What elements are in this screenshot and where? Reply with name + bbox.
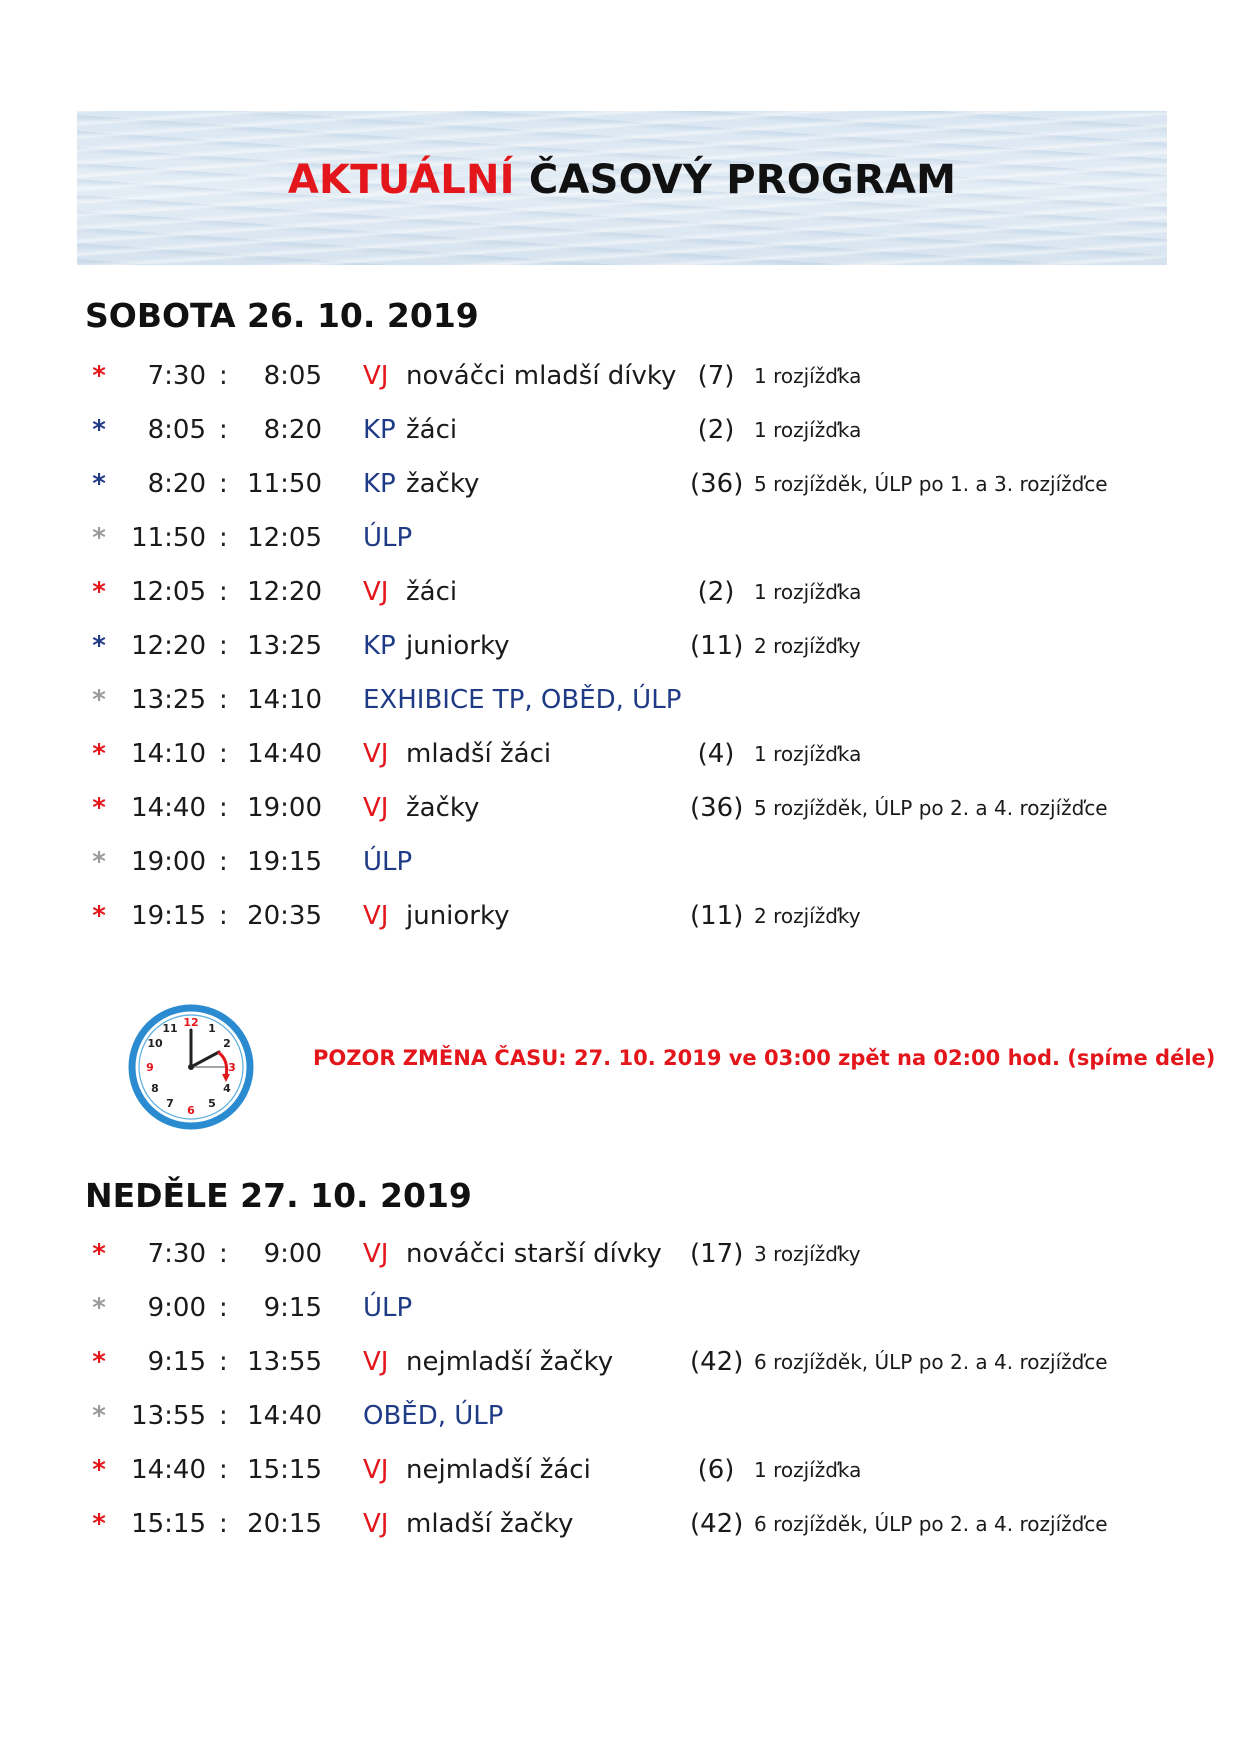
time-separator: : bbox=[219, 631, 228, 661]
time-from: 9:00 bbox=[147, 1293, 206, 1323]
category-desc: žačky bbox=[406, 793, 480, 823]
bullet-star: * bbox=[92, 523, 106, 553]
time-to: 13:25 bbox=[247, 631, 322, 661]
time-from: 14:40 bbox=[131, 1455, 206, 1485]
time-from: 7:30 bbox=[147, 361, 206, 391]
schedule-row bbox=[0, 626, 1240, 666]
time-separator: : bbox=[219, 793, 228, 823]
clock-numeral: 9 bbox=[146, 1061, 154, 1074]
schedule-row bbox=[0, 1288, 1240, 1328]
clock-numeral: 11 bbox=[162, 1022, 178, 1035]
clock-numeral: 4 bbox=[223, 1082, 231, 1095]
time-to: 14:10 bbox=[247, 685, 322, 715]
category-code: KP bbox=[363, 415, 396, 445]
schedule-row bbox=[0, 842, 1240, 882]
time-to: 8:20 bbox=[263, 415, 322, 445]
category-desc: nováčci starší dívky bbox=[406, 1239, 662, 1269]
heat-note: 1 rozjížďka bbox=[754, 418, 862, 442]
time-to: 15:15 bbox=[247, 1455, 322, 1485]
bullet-star: * bbox=[92, 1455, 106, 1485]
time-to: 20:15 bbox=[247, 1509, 322, 1539]
saturday-heading: SOBOTA 26. 10. 2019 bbox=[85, 296, 479, 335]
participant-count: (11) bbox=[690, 631, 744, 661]
category-code: VJ bbox=[363, 1455, 389, 1485]
schedule-row bbox=[0, 1342, 1240, 1382]
bullet-star: * bbox=[92, 631, 106, 661]
break-label: EXHIBICE TP, OBĚD, ÚLP bbox=[363, 685, 682, 715]
page-title-highlight: AKTUÁLNÍ bbox=[287, 157, 515, 203]
clock-numeral: 6 bbox=[187, 1104, 195, 1117]
time-separator: : bbox=[219, 847, 228, 877]
participant-count: (17) bbox=[690, 1239, 744, 1269]
category-code: VJ bbox=[363, 577, 389, 607]
category-desc: žáci bbox=[406, 415, 458, 445]
time-from: 14:40 bbox=[131, 793, 206, 823]
bullet-star: * bbox=[92, 1509, 106, 1539]
schedule-row bbox=[0, 518, 1240, 558]
category-desc: mladší žačky bbox=[406, 1509, 574, 1539]
heat-note: 5 rozjížděk, ÚLP po 2. a 4. rozjížďce bbox=[754, 796, 1108, 820]
bullet-star: * bbox=[92, 1401, 106, 1431]
time-to: 9:15 bbox=[263, 1293, 322, 1323]
page-title-main: ČASOVÝ PROGRAM bbox=[528, 157, 957, 203]
time-from: 19:15 bbox=[131, 901, 206, 931]
heat-note: 5 rozjížděk, ÚLP po 1. a 3. rozjížďce bbox=[754, 472, 1108, 496]
heat-note: 1 rozjížďka bbox=[754, 364, 862, 388]
category-code: VJ bbox=[363, 1239, 389, 1269]
heat-note: 1 rozjížďka bbox=[754, 742, 862, 766]
time-separator: : bbox=[219, 1401, 228, 1431]
title-banner bbox=[77, 111, 1167, 265]
time-to: 14:40 bbox=[247, 739, 322, 769]
break-label: OBĚD, ÚLP bbox=[363, 1401, 504, 1431]
bullet-star: * bbox=[92, 469, 106, 499]
participant-count: (11) bbox=[690, 901, 744, 931]
time-from: 12:05 bbox=[131, 577, 206, 607]
bullet-star: * bbox=[92, 847, 106, 877]
category-desc: mladší žáci bbox=[406, 739, 552, 769]
time-from: 8:20 bbox=[147, 469, 206, 499]
heat-note: 6 rozjížděk, ÚLP po 2. a 4. rozjížďce bbox=[754, 1512, 1108, 1536]
time-from: 13:55 bbox=[131, 1401, 206, 1431]
category-code: VJ bbox=[363, 1509, 389, 1539]
time-from: 13:25 bbox=[131, 685, 206, 715]
bullet-star: * bbox=[92, 415, 106, 445]
category-desc: žáci bbox=[406, 577, 458, 607]
time-separator: : bbox=[219, 361, 228, 391]
time-separator: : bbox=[219, 1239, 228, 1269]
time-from: 7:30 bbox=[147, 1239, 206, 1269]
clock-numeral: 1 bbox=[208, 1022, 216, 1035]
category-code: VJ bbox=[363, 1347, 389, 1377]
time-separator: : bbox=[219, 739, 228, 769]
clock-numeral: 10 bbox=[147, 1037, 163, 1050]
schedule-row bbox=[0, 1396, 1240, 1436]
clock-numeral: 8 bbox=[151, 1082, 159, 1095]
bullet-star: * bbox=[92, 1293, 106, 1323]
participant-count: (36) bbox=[690, 793, 744, 823]
time-to: 20:35 bbox=[247, 901, 322, 931]
participant-count: (2) bbox=[697, 577, 735, 607]
break-label: ÚLP bbox=[363, 523, 413, 553]
category-code: VJ bbox=[363, 739, 389, 769]
category-desc: žačky bbox=[406, 469, 480, 499]
bullet-star: * bbox=[92, 685, 106, 715]
heat-note: 1 rozjížďka bbox=[754, 1458, 862, 1482]
time-separator: : bbox=[219, 1509, 228, 1539]
category-desc: juniorky bbox=[406, 631, 510, 661]
time-to: 11:50 bbox=[247, 469, 322, 499]
bullet-star: * bbox=[92, 1347, 106, 1377]
participant-count: (6) bbox=[697, 1455, 735, 1485]
heat-note: 2 rozjížďky bbox=[754, 634, 861, 658]
time-separator: : bbox=[219, 1455, 228, 1485]
category-desc: nejmladší žáci bbox=[406, 1455, 591, 1485]
time-from: 15:15 bbox=[131, 1509, 206, 1539]
schedule-row bbox=[0, 410, 1240, 450]
time-from: 14:10 bbox=[131, 739, 206, 769]
time-separator: : bbox=[219, 1293, 228, 1323]
sunday-heading: NEDĚLE 27. 10. 2019 bbox=[85, 1176, 472, 1215]
time-to: 12:05 bbox=[247, 523, 322, 553]
participant-count: (36) bbox=[690, 469, 744, 499]
time-from: 12:20 bbox=[131, 631, 206, 661]
time-change-notice: POZOR ZMĚNA ČASU: 27. 10. 2019 ve 03:00 zpět na 02:00 hod. (spíme déle) bbox=[313, 1046, 1216, 1070]
heat-note: 1 rozjížďka bbox=[754, 580, 862, 604]
schedule-row bbox=[0, 572, 1240, 612]
clock-numeral: 7 bbox=[166, 1097, 174, 1110]
clock-icon bbox=[126, 1002, 256, 1132]
participant-count: (2) bbox=[697, 415, 735, 445]
schedule-row bbox=[0, 896, 1240, 936]
category-code: VJ bbox=[363, 901, 389, 931]
schedule-row bbox=[0, 680, 1240, 720]
schedule-row bbox=[0, 734, 1240, 774]
schedule-row bbox=[0, 1234, 1240, 1274]
page-title bbox=[77, 157, 1167, 203]
category-desc: nejmladší žačky bbox=[406, 1347, 614, 1377]
time-from: 19:00 bbox=[131, 847, 206, 877]
break-label: ÚLP bbox=[363, 1293, 413, 1323]
category-code: KP bbox=[363, 469, 396, 499]
time-separator: : bbox=[219, 523, 228, 553]
time-from: 11:50 bbox=[131, 523, 206, 553]
time-to: 14:40 bbox=[247, 1401, 322, 1431]
schedule-row bbox=[0, 464, 1240, 504]
clock-numeral: 5 bbox=[208, 1097, 216, 1110]
time-separator: : bbox=[219, 469, 228, 499]
time-to: 19:15 bbox=[247, 847, 322, 877]
time-from: 9:15 bbox=[147, 1347, 206, 1377]
clock-numeral: 3 bbox=[228, 1061, 236, 1074]
category-code: VJ bbox=[363, 361, 389, 391]
participant-count: (42) bbox=[690, 1509, 744, 1539]
time-separator: : bbox=[219, 415, 228, 445]
bullet-star: * bbox=[92, 793, 106, 823]
schedule-row bbox=[0, 1504, 1240, 1544]
category-code: VJ bbox=[363, 793, 389, 823]
clock-numeral: 12 bbox=[183, 1016, 199, 1029]
time-separator: : bbox=[219, 577, 228, 607]
bullet-star: * bbox=[92, 577, 106, 607]
time-to: 12:20 bbox=[247, 577, 322, 607]
time-to: 19:00 bbox=[247, 793, 322, 823]
break-label: ÚLP bbox=[363, 847, 413, 877]
bullet-star: * bbox=[92, 1239, 106, 1269]
category-desc: juniorky bbox=[406, 901, 510, 931]
time-separator: : bbox=[219, 901, 228, 931]
heat-note: 2 rozjížďky bbox=[754, 904, 861, 928]
time-to: 9:00 bbox=[263, 1239, 322, 1269]
bullet-star: * bbox=[92, 901, 106, 931]
time-separator: : bbox=[219, 1347, 228, 1377]
participant-count: (42) bbox=[690, 1347, 744, 1377]
schedule-row bbox=[0, 1450, 1240, 1490]
participant-count: (4) bbox=[697, 739, 735, 769]
time-to: 8:05 bbox=[263, 361, 322, 391]
clock-numeral: 2 bbox=[223, 1037, 231, 1050]
participant-count: (7) bbox=[697, 361, 735, 391]
time-separator: : bbox=[219, 685, 228, 715]
heat-note: 6 rozjížděk, ÚLP po 2. a 4. rozjížďce bbox=[754, 1350, 1108, 1374]
bullet-star: * bbox=[92, 739, 106, 769]
bullet-star: * bbox=[92, 361, 106, 391]
time-from: 8:05 bbox=[147, 415, 206, 445]
time-to: 13:55 bbox=[247, 1347, 322, 1377]
schedule-row bbox=[0, 356, 1240, 396]
heat-note: 3 rozjížďky bbox=[754, 1242, 861, 1266]
category-desc: nováčci mladší dívky bbox=[406, 361, 677, 391]
schedule-row bbox=[0, 788, 1240, 828]
category-code: KP bbox=[363, 631, 396, 661]
